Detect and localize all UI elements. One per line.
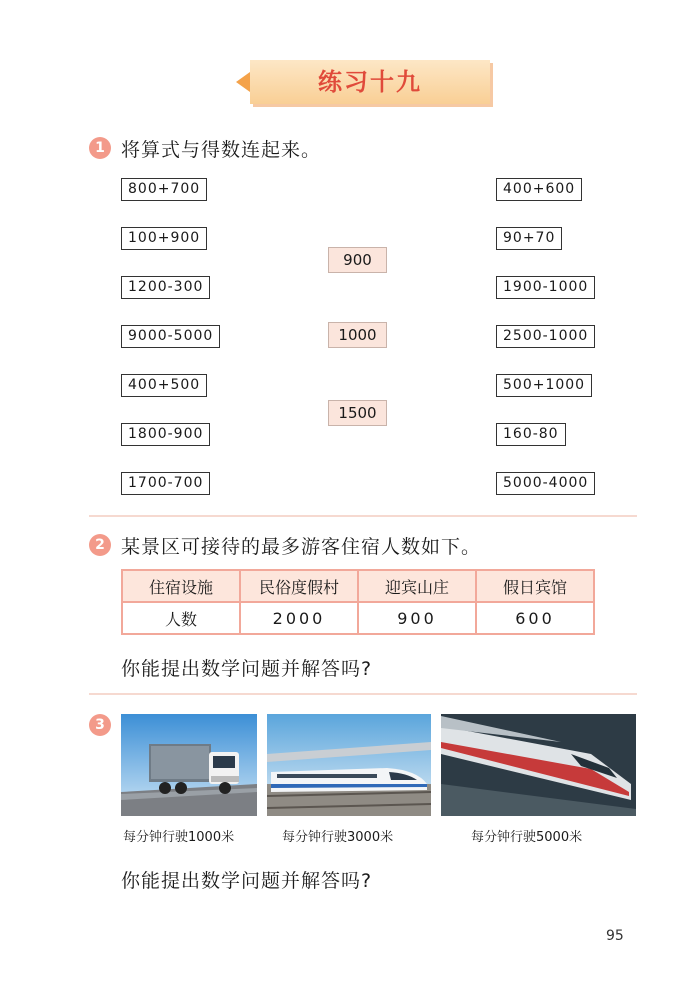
caption-truck: 每分钟行驶1000米 [123,830,235,845]
left-expression[interactable]: 100+900 [121,227,207,250]
right-expression[interactable]: 90+70 [496,227,562,250]
table-header-cell: 民俗度假村 [240,570,358,602]
left-expression[interactable]: 9000-5000 [121,325,220,348]
table-header-cell: 住宿设施 [122,570,240,602]
right-expression[interactable]: 400+600 [496,178,582,201]
lodging-table [121,569,595,635]
table-row-label: 人数 [122,602,240,634]
right-expression[interactable]: 5000-4000 [496,472,595,495]
table-cell: 900 [358,602,476,634]
left-expression[interactable]: 1800-900 [121,423,210,446]
result-box[interactable]: 900 [328,247,387,273]
banner-arrow-icon [236,72,250,92]
page-number: 95 [606,928,624,944]
right-expression[interactable]: 2500-1000 [496,325,595,348]
problem-1-text: 将算式与得数连起来。 [121,139,322,161]
train-illustration-2 [441,714,636,816]
problem-2-question: 你能提出数学问题并解答吗? [121,658,373,680]
problem-number-3: 3 [89,714,111,736]
train-image-1 [267,714,431,816]
table-header-cell: 迎宾山庄 [358,570,476,602]
table-header-cell: 假日宾馆 [476,570,594,602]
page-title: 练习十九 [318,68,422,96]
truck-image [121,714,257,816]
section-divider [89,693,637,695]
problem-2-text: 某景区可接待的最多游客住宿人数如下。 [121,536,482,558]
title-banner [236,60,490,104]
right-expression[interactable]: 1900-1000 [496,276,595,299]
result-box[interactable]: 1000 [328,322,387,348]
train-image-2 [441,714,636,816]
problem-number-1: 1 [89,137,111,159]
caption-train-2: 每分钟行驶5000米 [471,830,583,845]
result-box[interactable]: 1500 [328,400,387,426]
left-expression[interactable]: 1700-700 [121,472,210,495]
left-expression[interactable]: 800+700 [121,178,207,201]
table-header-row [122,570,594,602]
truck-illustration [121,714,257,816]
left-expression[interactable]: 400+500 [121,374,207,397]
right-expression[interactable]: 500+1000 [496,374,592,397]
table-cell: 2000 [240,602,358,634]
problem-3-question: 你能提出数学问题并解答吗? [121,870,373,892]
problem-number-2: 2 [89,534,111,556]
table-row [122,602,594,634]
table-cell: 600 [476,602,594,634]
caption-train-1: 每分钟行驶3000米 [282,830,394,845]
section-divider [89,515,637,517]
train-illustration-1 [267,714,431,816]
right-expression[interactable]: 160-80 [496,423,566,446]
left-expression[interactable]: 1200-300 [121,276,210,299]
